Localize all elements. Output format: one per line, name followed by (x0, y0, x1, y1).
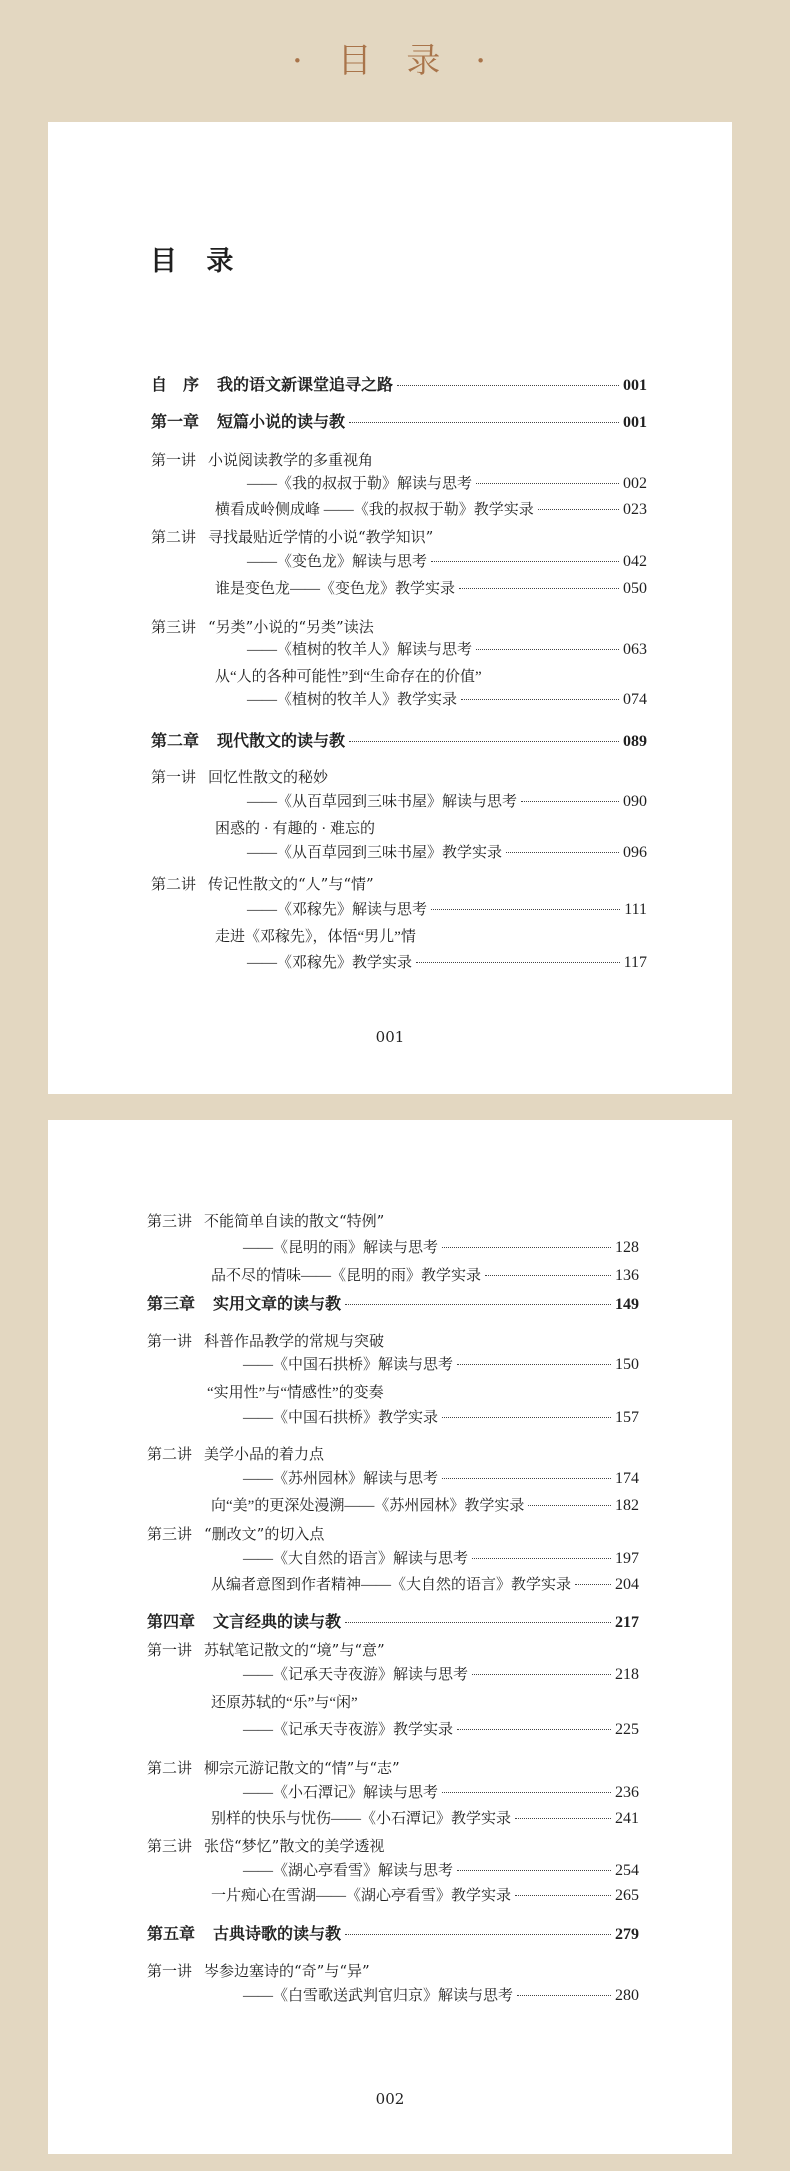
entry-page-number: 182 (615, 1497, 639, 1514)
entry-number: 第五章 (147, 1924, 196, 1943)
entry-number: 第二讲 (147, 1759, 193, 1777)
entry-title: 岑参边塞诗的“奇”与“异” (204, 1962, 370, 1980)
entry-number: 第二讲 (151, 528, 197, 546)
entry-title: 苏轼笔记散文的“境”与“意” (204, 1641, 385, 1659)
entry-title: “实用性”与“情感性”的变奏 (207, 1385, 384, 1401)
toc-chapter-row (147, 1924, 639, 1945)
entry-page-number: 074 (623, 691, 647, 708)
toc-entry-row (243, 1355, 639, 1375)
toc-entry-row (215, 667, 482, 687)
entry-title: “删改文”的切入点 (204, 1525, 325, 1543)
toc-lecture-row (151, 527, 433, 547)
toc-entry-row (215, 927, 416, 947)
entry-title: ——《变色龙》解读与思考 (247, 554, 428, 570)
entry-title: ——《从百草园到三味书屋》解读与思考 (247, 794, 518, 810)
entry-page-number: 218 (615, 1666, 639, 1683)
entry-title: ——《苏州园林》解读与思考 (243, 1471, 439, 1487)
entry-title: ——《植树的牧羊人》教学实录 (247, 692, 458, 708)
toc-chapter-row (151, 412, 647, 433)
entry-number: 第一讲 (151, 768, 197, 786)
entry-number: 第三章 (147, 1294, 196, 1313)
entry-title: 还原苏轼的“乐”与“闲” (211, 1695, 358, 1711)
entry-title: ——《昆明的雨》解读与思考 (243, 1240, 439, 1256)
entry-title: 别样的快乐与忧伤——《小石潭记》教学实录 (211, 1811, 512, 1827)
entry-title: 张岱“梦忆”散文的美学透视 (204, 1837, 385, 1855)
dot-leader (431, 561, 619, 562)
entry-title: 困惑的 · 有趣的 · 难忘的 (215, 821, 375, 837)
entry-title: 柳宗元游记散文的“情”与“志” (204, 1759, 400, 1777)
entry-title: ——《湖心亭看雪》解读与思考 (243, 1863, 454, 1879)
toc-entry-row (247, 843, 647, 863)
toc-lecture-row (147, 1331, 384, 1351)
entry-page-number: 217 (615, 1614, 639, 1631)
toc-entry-row (243, 1861, 639, 1881)
toc-entry-row (211, 1886, 639, 1906)
toc-entry-row (247, 640, 647, 660)
entry-page-number: 225 (615, 1721, 639, 1738)
toc-entry-row (215, 819, 375, 839)
entry-title: 实用文章的读与教 (213, 1294, 342, 1313)
dot-leader (476, 649, 619, 650)
toc-lecture-row (147, 1524, 324, 1544)
entry-number: 第一讲 (147, 1962, 193, 1980)
entry-page-number: 002 (623, 475, 647, 492)
entry-number: 第一讲 (147, 1641, 193, 1659)
toc-entry-row (243, 1469, 639, 1489)
toc-lecture-row (151, 874, 374, 894)
dot-leader (457, 1870, 611, 1871)
entry-number: 自 序 (151, 375, 200, 394)
toc-entry-row (243, 1408, 639, 1428)
toc-entry-row (243, 1783, 639, 1803)
entry-title: 谁是变色龙——《变色龙》教学实录 (215, 581, 456, 597)
entry-title: 横看成岭侧成峰 ——《我的叔叔于勒》教学实录 (215, 502, 534, 518)
dot-leader (538, 509, 619, 510)
entry-title: 走进《邓稼先》，体悟“男儿”情 (215, 929, 416, 945)
entry-page-number: 204 (615, 1576, 639, 1593)
toc-chapter-row (147, 1612, 639, 1633)
entry-page-number: 023 (623, 501, 647, 518)
banner-title: · 目 录 · (291, 40, 499, 81)
toc-lecture-row (147, 1961, 370, 1981)
dot-leader (459, 588, 619, 589)
entry-page-number: 149 (615, 1296, 639, 1313)
entry-title: 传记性散文的“人”与“情” (208, 875, 374, 893)
toc-lecture-row (151, 617, 374, 637)
toc-entry-row (211, 1809, 639, 1829)
entry-page-number: 111 (624, 901, 647, 918)
entry-page-number: 136 (615, 1267, 639, 1284)
entry-title: 一片痴心在雪湖——《湖心亭看雪》教学实录 (211, 1888, 512, 1904)
entry-title: ——《邓稼先》解读与思考 (247, 902, 428, 918)
entry-number: 第一讲 (151, 451, 197, 469)
entry-number: 第三讲 (147, 1212, 193, 1230)
entry-page-number: 089 (623, 733, 647, 750)
dot-leader (431, 909, 620, 910)
toc-entry-row (215, 579, 647, 599)
entry-title: 文言经典的读与教 (213, 1612, 342, 1631)
toc-lecture-row (147, 1758, 400, 1778)
entry-title: ——《小石潭记》解读与思考 (243, 1785, 439, 1801)
toc-lecture-row (147, 1444, 324, 1464)
entry-title: 从“人的各种可能性”到“生命存在的价值” (215, 669, 482, 685)
entry-page-number: 265 (615, 1887, 639, 1904)
dot-leader (349, 741, 619, 742)
entry-page-number: 001 (623, 377, 647, 394)
entry-title: 我的语文新课堂追寻之路 (217, 375, 394, 394)
entry-number: 第一章 (151, 412, 200, 431)
dot-leader (345, 1304, 611, 1305)
dot-leader (457, 1364, 611, 1365)
entry-title: 向“美”的更深处漫溯——《苏州园林》教学实录 (211, 1498, 525, 1514)
toc-lecture-row (147, 1640, 385, 1660)
entry-title: 短篇小说的读与教 (217, 412, 346, 431)
entry-number: 第二章 (151, 731, 200, 750)
dot-leader (345, 1934, 611, 1935)
entry-page-number: 280 (615, 1987, 639, 2004)
entry-page-number: 254 (615, 1862, 639, 1879)
dot-leader (528, 1505, 611, 1506)
entry-page-number: 241 (615, 1810, 639, 1827)
entry-title: 回忆性散文的秘妙 (208, 768, 329, 786)
toc-entry-row (207, 1383, 384, 1403)
entry-title: ——《植树的牧羊人》解读与思考 (247, 642, 473, 658)
dot-leader (521, 801, 619, 802)
entry-number: 第一讲 (147, 1332, 193, 1350)
toc-lecture-row (147, 1211, 384, 1231)
banner (0, 0, 790, 120)
entry-title: ——《白雪歌送武判官归京》解读与思考 (243, 1988, 514, 2004)
toc-lecture-row (151, 767, 328, 787)
entry-number: 第三讲 (147, 1525, 193, 1543)
dot-leader (485, 1275, 611, 1276)
toc-entry-row (247, 690, 647, 710)
entry-number: 第三讲 (151, 618, 197, 636)
toc-entry-row (211, 1693, 358, 1713)
entry-page-number: 157 (615, 1409, 639, 1426)
entry-title: ——《大自然的语言》解读与思考 (243, 1551, 469, 1567)
toc-chapter-row (151, 375, 647, 396)
entry-number: 第二讲 (147, 1445, 193, 1463)
entry-title: 现代散文的读与教 (217, 731, 346, 750)
toc-entry-row (243, 1720, 639, 1740)
dot-leader (506, 852, 619, 853)
entry-title: 小说阅读教学的多重视角 (208, 451, 374, 469)
entry-page-number: 279 (615, 1926, 639, 1943)
dot-leader (515, 1895, 611, 1896)
entry-title: ——《记承天寺夜游》教学实录 (243, 1722, 454, 1738)
dot-leader (461, 699, 619, 700)
toc-entry-row (215, 500, 647, 520)
dot-leader (472, 1558, 611, 1559)
toc-entry-row (247, 474, 647, 494)
page-heading: 目 录 (150, 246, 244, 277)
toc-chapter-row (151, 731, 647, 752)
toc-entry-row (247, 552, 647, 572)
entry-page-number: 236 (615, 1784, 639, 1801)
page-number: 002 (375, 2090, 405, 2108)
toc-lecture-row (147, 1836, 384, 1856)
dot-leader (476, 483, 619, 484)
dot-leader (345, 1622, 611, 1623)
toc-entry-row (211, 1266, 639, 1286)
entry-page-number: 174 (615, 1470, 639, 1487)
toc-chapter-row (147, 1294, 639, 1315)
toc-entry-row (243, 1238, 639, 1258)
entry-page-number: 117 (623, 954, 647, 971)
entry-title: 寻找最贴近学情的小说“教学知识” (208, 528, 434, 546)
dot-leader (442, 1478, 611, 1479)
entry-page-number: 096 (623, 844, 647, 861)
entry-page-number: 001 (623, 414, 647, 431)
toc-entry-row (211, 1496, 639, 1516)
entry-page-number: 197 (615, 1550, 639, 1567)
entry-title: 不能简单自读的散文“特例” (204, 1212, 385, 1230)
entry-page-number: 150 (615, 1356, 639, 1373)
dot-leader (472, 1674, 611, 1675)
entry-number: 第二讲 (151, 875, 197, 893)
dot-leader (517, 1995, 611, 1996)
entry-title: “另类”小说的“另类”读法 (208, 618, 374, 636)
entry-title: 科普作品教学的常规与突破 (204, 1332, 385, 1350)
toc-entry-row (247, 900, 647, 920)
entry-title: ——《记承天寺夜游》解读与思考 (243, 1667, 469, 1683)
dot-leader (575, 1584, 611, 1585)
entry-title: ——《邓稼先》教学实录 (247, 955, 413, 971)
toc-lecture-row (151, 450, 373, 470)
dot-leader (515, 1818, 611, 1819)
entry-title: ——《中国石拱桥》教学实录 (243, 1410, 439, 1426)
dot-leader (416, 962, 620, 963)
entry-title: 从编者意图到作者精神——《大自然的语言》教学实录 (211, 1577, 572, 1593)
entry-title: 美学小品的着力点 (204, 1445, 325, 1463)
entry-title: 品不尽的情味——《昆明的雨》教学实录 (211, 1268, 482, 1284)
dot-leader (349, 422, 619, 423)
toc-entry-row (211, 1575, 639, 1595)
entry-page-number: 063 (623, 641, 647, 658)
toc-entries (48, 1120, 732, 2154)
page-number: 001 (375, 1028, 405, 1046)
toc-entry-row (243, 1665, 639, 1685)
entry-title: ——《我的叔叔于勒》解读与思考 (247, 476, 473, 492)
entry-title: ——《中国石拱桥》解读与思考 (243, 1357, 454, 1373)
dot-leader (397, 385, 619, 386)
toc-page-1 (48, 122, 732, 1094)
entry-number: 第四章 (147, 1612, 196, 1631)
dot-leader (442, 1247, 611, 1248)
entry-page-number: 050 (623, 580, 647, 597)
entry-title: ——《从百草园到三味书屋》教学实录 (247, 845, 503, 861)
toc-page-2 (48, 1120, 732, 2154)
entry-page-number: 128 (615, 1239, 639, 1256)
entry-title: 古典诗歌的读与教 (213, 1924, 342, 1943)
toc-entries (48, 122, 732, 1094)
entry-page-number: 090 (623, 793, 647, 810)
dot-leader (442, 1792, 611, 1793)
entry-number: 第三讲 (147, 1837, 193, 1855)
toc-entry-row (243, 1549, 639, 1569)
toc-entry-row (243, 1986, 639, 2006)
toc-entry-row (247, 953, 647, 973)
entry-page-number: 042 (623, 553, 647, 570)
dot-leader (442, 1417, 611, 1418)
dot-leader (457, 1729, 611, 1730)
toc-entry-row (247, 792, 647, 812)
